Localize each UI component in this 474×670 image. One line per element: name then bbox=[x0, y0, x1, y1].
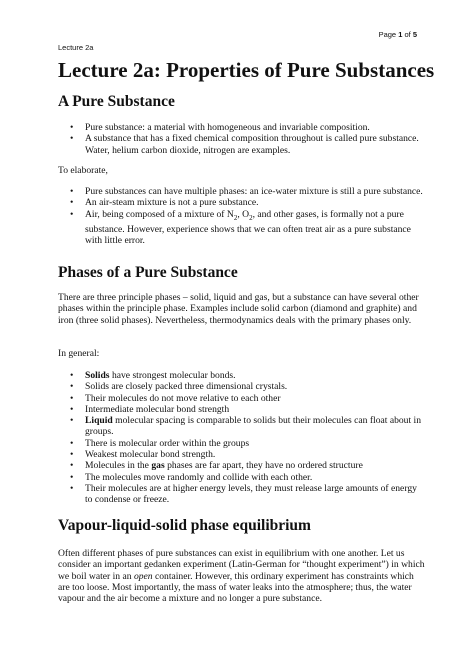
list-item-air: • Air, being composed of a mixture of $N_2$, $O_2$, and other gases, is formally not a pure substance. However, experience shows that we can often treat air as a pure substance with little error. bbox=[58, 209, 426, 247]
list-item-solids: • Solids have strongest molecular bonds. bbox=[58, 370, 426, 381]
running-header: Lecture 2a bbox=[58, 43, 94, 52]
list-item-gas: • Molecules in the gas phases are far apart, they have no ordered structure bbox=[58, 460, 426, 471]
section-heading-pure-substance: A Pure Substance bbox=[58, 93, 175, 110]
page-total: 5 bbox=[412, 30, 417, 39]
list-item: • Weakest molecular bond strength. bbox=[58, 449, 426, 460]
page-label: Page bbox=[378, 30, 397, 39]
list-item-liquid: • Liquid molecular spacing is comparable to solids but their molecules can float about in groups. bbox=[58, 415, 426, 438]
equilibrium-paragraph: Often different phases of pure substances can exist in equilibrium with one another. Let us consider an important gedanken experiment (Latin-German for “thought experiment”) in which we boil water in an open container. However, this ordinary experiment has constraints which are too loose. Most importantly, the mass of water leaks into the atmosphere; thus, the water vapour and the air become a mixture and no longer a pure substance. bbox=[58, 548, 425, 605]
in-general-text: In general: bbox=[58, 348, 100, 359]
phases-list bbox=[58, 370, 426, 506]
document-title: Lecture 2a: Properties of Pure Substances bbox=[58, 58, 435, 82]
list-item: • The molecules move randomly and collide with each other. bbox=[58, 472, 426, 483]
list-item: • Intermediate molecular bond strength bbox=[58, 404, 426, 415]
section-heading-phases: Phases of a Pure Substance bbox=[58, 264, 238, 281]
list-item: • Pure substance: a material with homogeneous and invariable composition. bbox=[58, 122, 426, 133]
list-item: • Their molecules are at higher energy levels, they must release large amounts of energy to condense or freeze. bbox=[58, 483, 426, 506]
pure-substance-list bbox=[58, 122, 426, 156]
page-number: 1 bbox=[398, 30, 403, 39]
elaborate-list bbox=[58, 186, 426, 246]
list-item: • Solids are closely packed three dimensional crystals. bbox=[58, 381, 426, 392]
list-item: • Their molecules do not move relative to each other bbox=[58, 393, 426, 404]
elaborate-text: To elaborate, bbox=[58, 165, 108, 176]
list-item: • There is molecular order within the groups bbox=[58, 438, 426, 449]
list-item: • An air-steam mixture is not a pure substance. bbox=[58, 197, 426, 208]
list-item: • A substance that has a fixed chemical composition throughout is called pure substance. Water, helium carbon dioxide, nitrogen are examples. bbox=[58, 133, 426, 156]
list-item: • Pure substances can have multiple phases: an ice-water mixture is still a pure substance. bbox=[58, 186, 426, 197]
section-heading-equilibrium: Vapour-liquid-solid phase equilibrium bbox=[58, 517, 311, 534]
page-indicator bbox=[379, 30, 417, 39]
page-sep: of bbox=[404, 30, 411, 39]
phases-intro: There are three principle phases – solid, liquid and gas, but a substance can have several other phases within the principle phase. Examples include solid carbon (diamond and graphite) and iron (three solid phases). Nevertheless, thermodynamics deals with the primary phases only. bbox=[58, 292, 419, 326]
